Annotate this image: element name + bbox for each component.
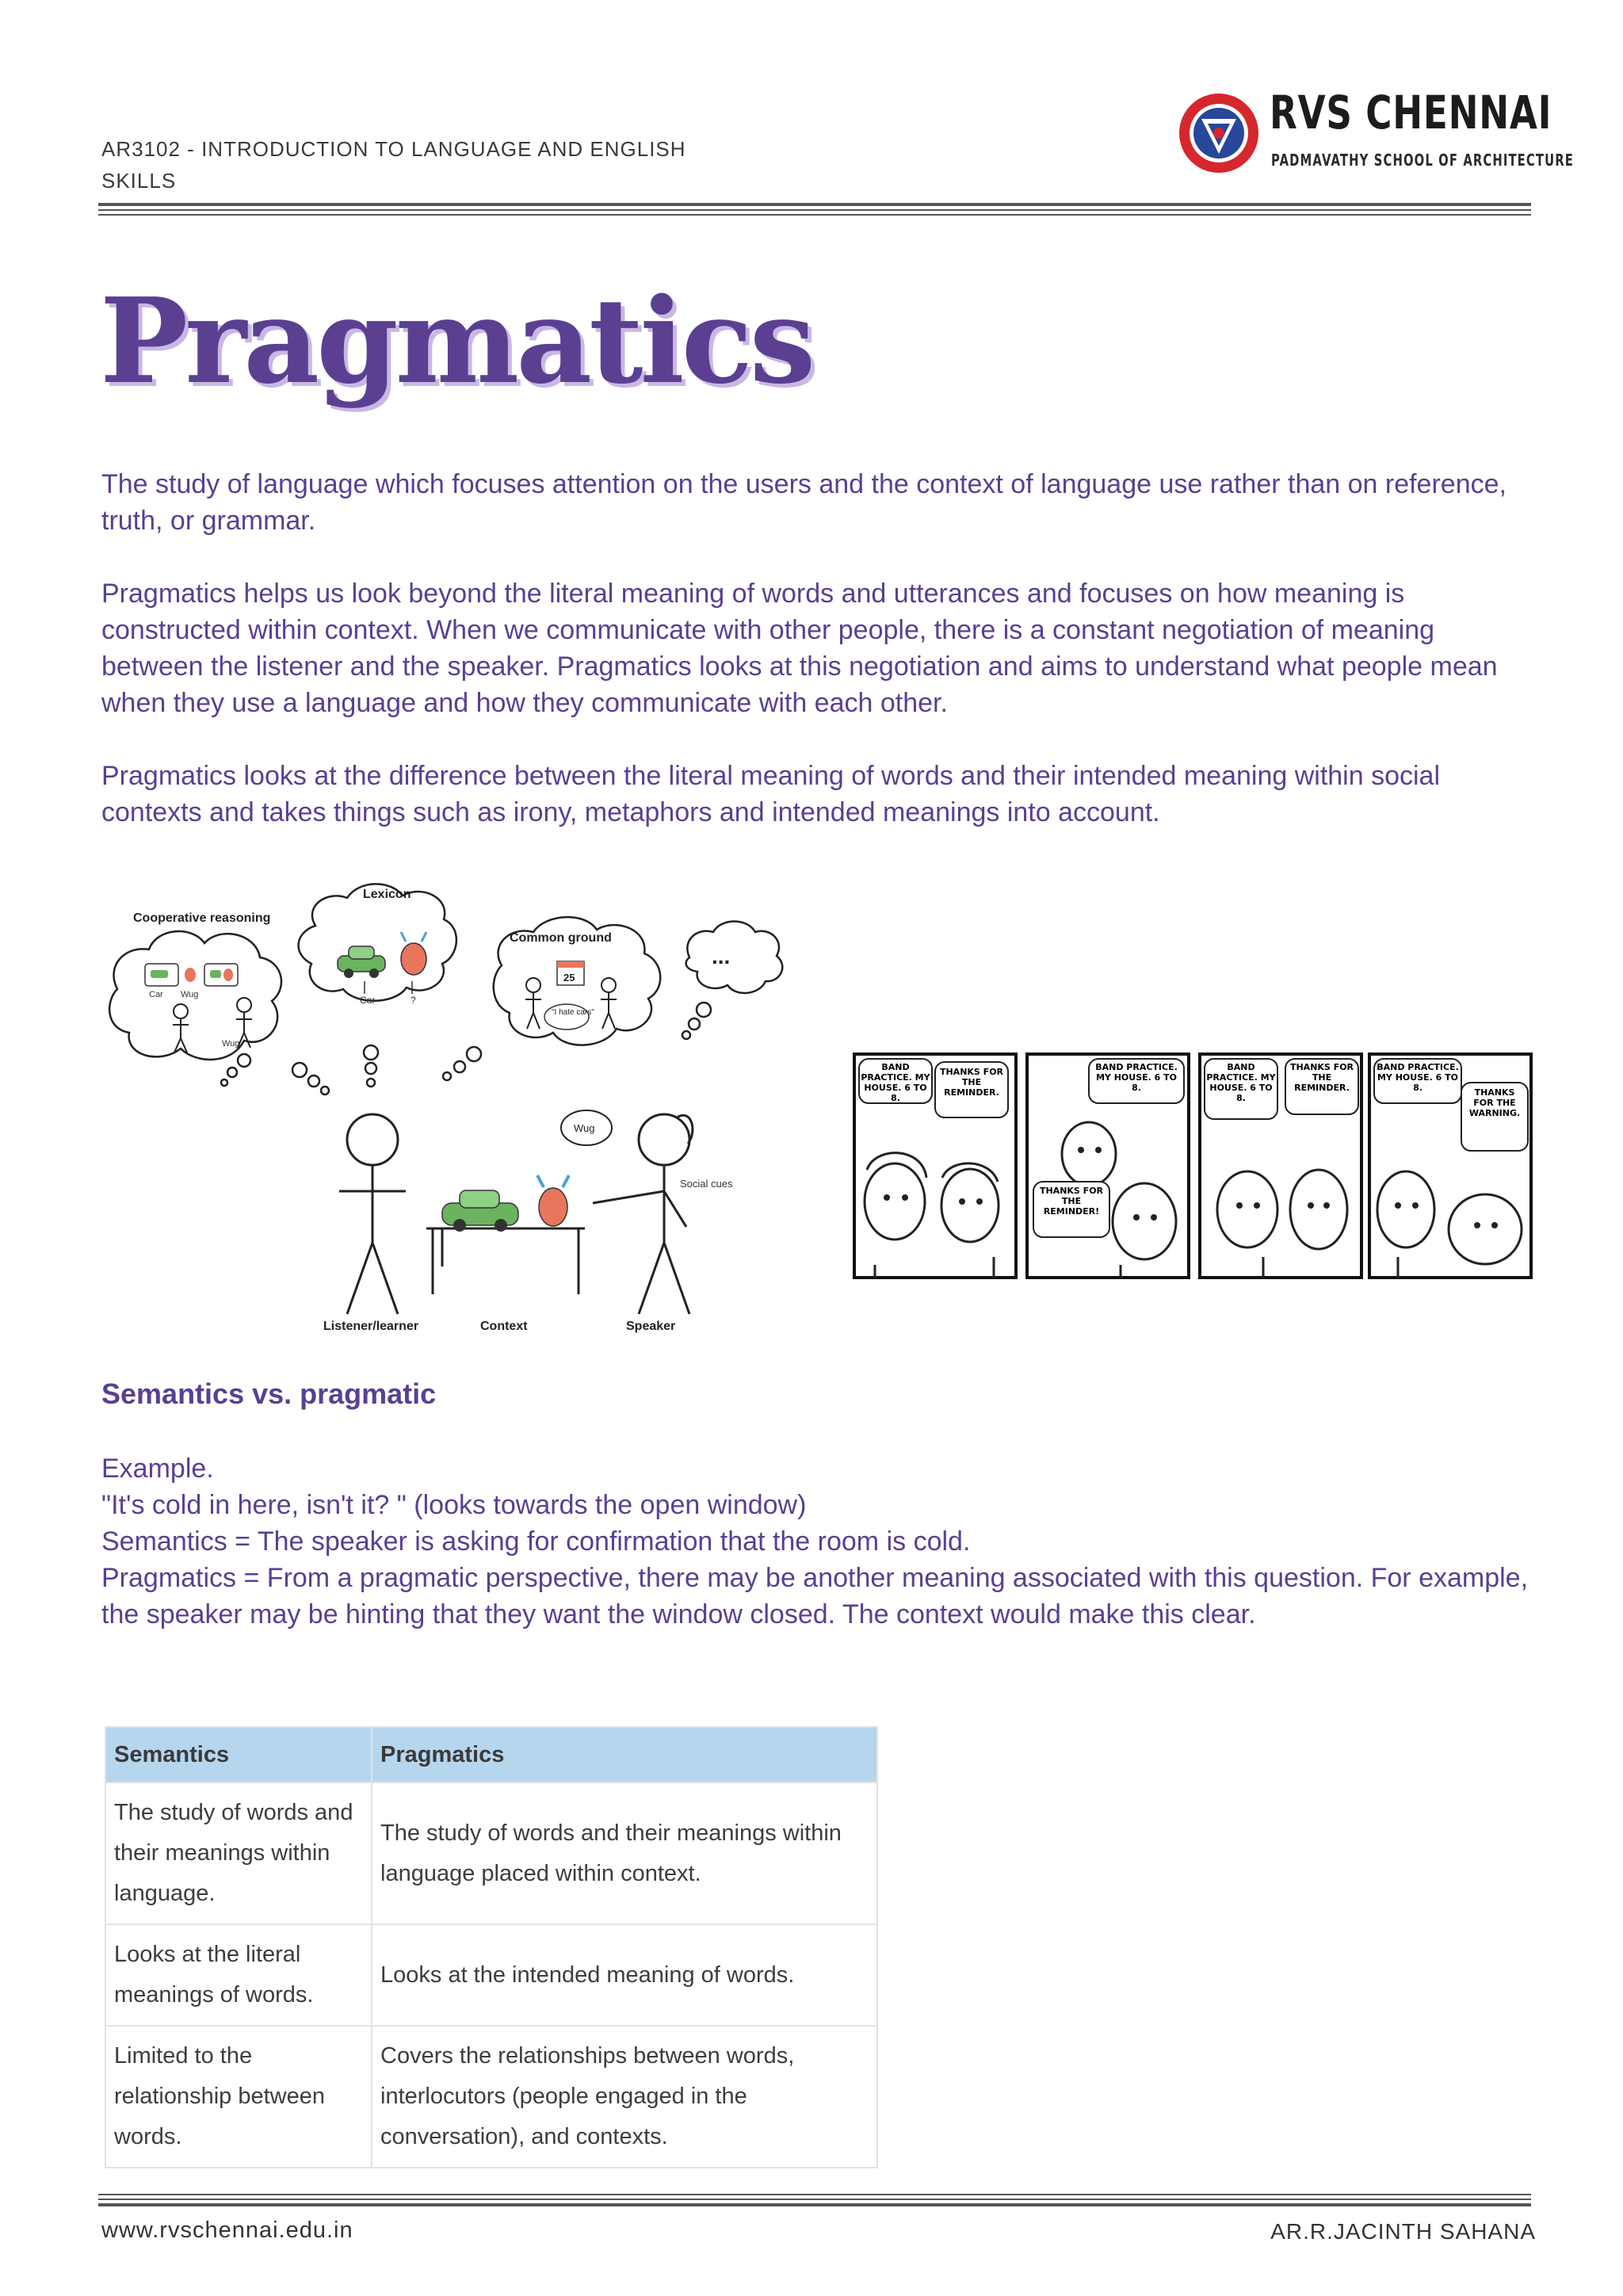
example-quote: "It's cold in here, isn't it? " (looks towards the open window) xyxy=(101,1490,807,1520)
footer-website-link[interactable]: www.rvschennai.edu.in xyxy=(101,2218,353,2243)
footer-rule-mid xyxy=(98,2199,1531,2200)
pragmatics-diagram xyxy=(101,870,791,1338)
school-logo xyxy=(1178,84,1574,184)
lexicon-question: ? xyxy=(411,995,416,1006)
header-rule-bottom xyxy=(98,214,1531,216)
comic-p3-bubble-a: BAND PRACTICE. MY HOUSE. 6 TO 8. xyxy=(1206,1062,1276,1103)
ellipsis-text: ... xyxy=(712,944,731,968)
logo-title: RVS CHENNAI xyxy=(1270,86,1552,139)
page-title: Pragmatics xyxy=(100,272,813,410)
context-table xyxy=(426,1228,585,1294)
course-title: AR3102 - INTRODUCTION TO LANGUAGE AND ENGLISH SKILLS xyxy=(101,137,686,193)
coop-wug-bubble: Wug xyxy=(222,1039,240,1049)
comic-p2-bubble-a: BAND PRACTICE. MY HOUSE. 6 TO 8. xyxy=(1095,1062,1178,1093)
comic-p3-bubble-b: THANKS FOR THE REMINDER. xyxy=(1289,1062,1354,1093)
logo-emblem-icon xyxy=(1178,84,1260,184)
example-semantics: Semantics = The speaker is asking for confirmation that the room is cold. xyxy=(101,1526,971,1557)
logo-subtitle: PADMAVATHY SCHOOL OF ARCHITECTURE xyxy=(1271,151,1574,170)
label-speaker: Speaker xyxy=(626,1320,676,1333)
hate-cars-quote: "I hate cars" xyxy=(552,1008,594,1017)
lexicon-car-word: Car xyxy=(360,995,376,1006)
label-cooperative-reasoning: Cooperative reasoning xyxy=(133,911,271,925)
calendar-date: 25 xyxy=(563,972,575,984)
table-row xyxy=(105,1782,877,1924)
comic-p2-bubble-b: THANKS FOR THE REMINDER! xyxy=(1039,1186,1104,1217)
footer-author: AR.R.JACINTH SAHANA xyxy=(1270,2219,1536,2244)
comic-p4-bubble-b: THANKS FOR THE WARNING. xyxy=(1468,1087,1521,1118)
comic-strip xyxy=(851,1051,1534,1282)
table-cell: Looks at the intended meaning of words. xyxy=(372,1924,877,2026)
label-lexicon: Lexicon xyxy=(363,888,411,901)
label-social-cues: Social cues xyxy=(680,1178,733,1190)
negotiation-paragraph: Pragmatics helps us look beyond the literal meaning of words and utterances and focuses on how meaning is constructed within context. When we communicate with other people, there is a constant negotiation of meaning between the listener and the speaker. Pragmatics looks at this negotiation and aims to understand what people mean when they use a language and how they communicate with each other. xyxy=(101,579,1498,718)
table-cell: Covers the relationships between words, interlocutors (people engaged in the conversation), and contexts. xyxy=(372,2026,877,2168)
context-wug-icon xyxy=(537,1175,569,1226)
intro-paragraph: The study of language which focuses attention on the users and the context of language use rather than on reference, truth, or grammar. xyxy=(101,469,1507,536)
footer-rule-bottom xyxy=(98,2203,1531,2206)
footer-rule-top xyxy=(98,2194,1531,2195)
label-context: Context xyxy=(480,1320,528,1333)
table-header-pragmatics: Pragmatics xyxy=(372,1727,877,1782)
header-rule-top xyxy=(98,203,1531,206)
thought-cloud-ellipsis xyxy=(686,922,783,994)
section-heading: Semantics vs. pragmatic xyxy=(101,1377,437,1410)
table-cell: Looks at the literal meanings of words. xyxy=(105,1924,372,2026)
table-cell: Limited to the relationship between words. xyxy=(105,2026,372,2168)
comic-p4-bubble-a: BAND PRACTICE. MY HOUSE. 6 TO 8. xyxy=(1377,1062,1459,1093)
table-header-row xyxy=(105,1727,877,1782)
thought-cloud-lexicon xyxy=(299,884,456,1000)
comic-p1-bubble-b: THANKS FOR THE REMINDER. xyxy=(939,1067,1004,1098)
label-listener: Listener/learner xyxy=(323,1320,419,1333)
table-cell: The study of words and their meanings within language. xyxy=(105,1782,372,1924)
comic-p1-bubble-a: BAND PRACTICE. MY HOUSE. 6 TO 8. xyxy=(861,1062,930,1103)
example-label: Example. xyxy=(101,1454,214,1484)
coop-car-word: Car xyxy=(149,990,163,999)
speaker-figure xyxy=(593,1114,693,1314)
comparison-table xyxy=(105,1726,878,2168)
example-pragmatics: Pragmatics = From a pragmatic perspective, there may be another meaning associated with this question. For example, the speaker may be hinting that they want the window closed. The context would make this clear. xyxy=(101,1563,1529,1629)
context-car-icon xyxy=(442,1190,518,1232)
table-cell: The study of words and their meanings within language placed within context. xyxy=(372,1782,877,1924)
speaker-wug-bubble: Wug xyxy=(574,1122,595,1134)
listener-figure xyxy=(339,1114,406,1314)
label-common-ground: Common ground xyxy=(510,931,612,945)
example-block xyxy=(101,1450,1537,1633)
difference-paragraph: Pragmatics looks at the difference between the literal meaning of words and their intended meaning within social contexts and takes things such as irony, metaphors and intended meanings into account. xyxy=(101,761,1441,827)
table-header-semantics: Semantics xyxy=(105,1727,372,1782)
coop-wug-word: Wug xyxy=(181,990,199,999)
table-row xyxy=(105,2026,877,2168)
table-row xyxy=(105,1924,877,2026)
header-rule-mid xyxy=(98,209,1531,211)
